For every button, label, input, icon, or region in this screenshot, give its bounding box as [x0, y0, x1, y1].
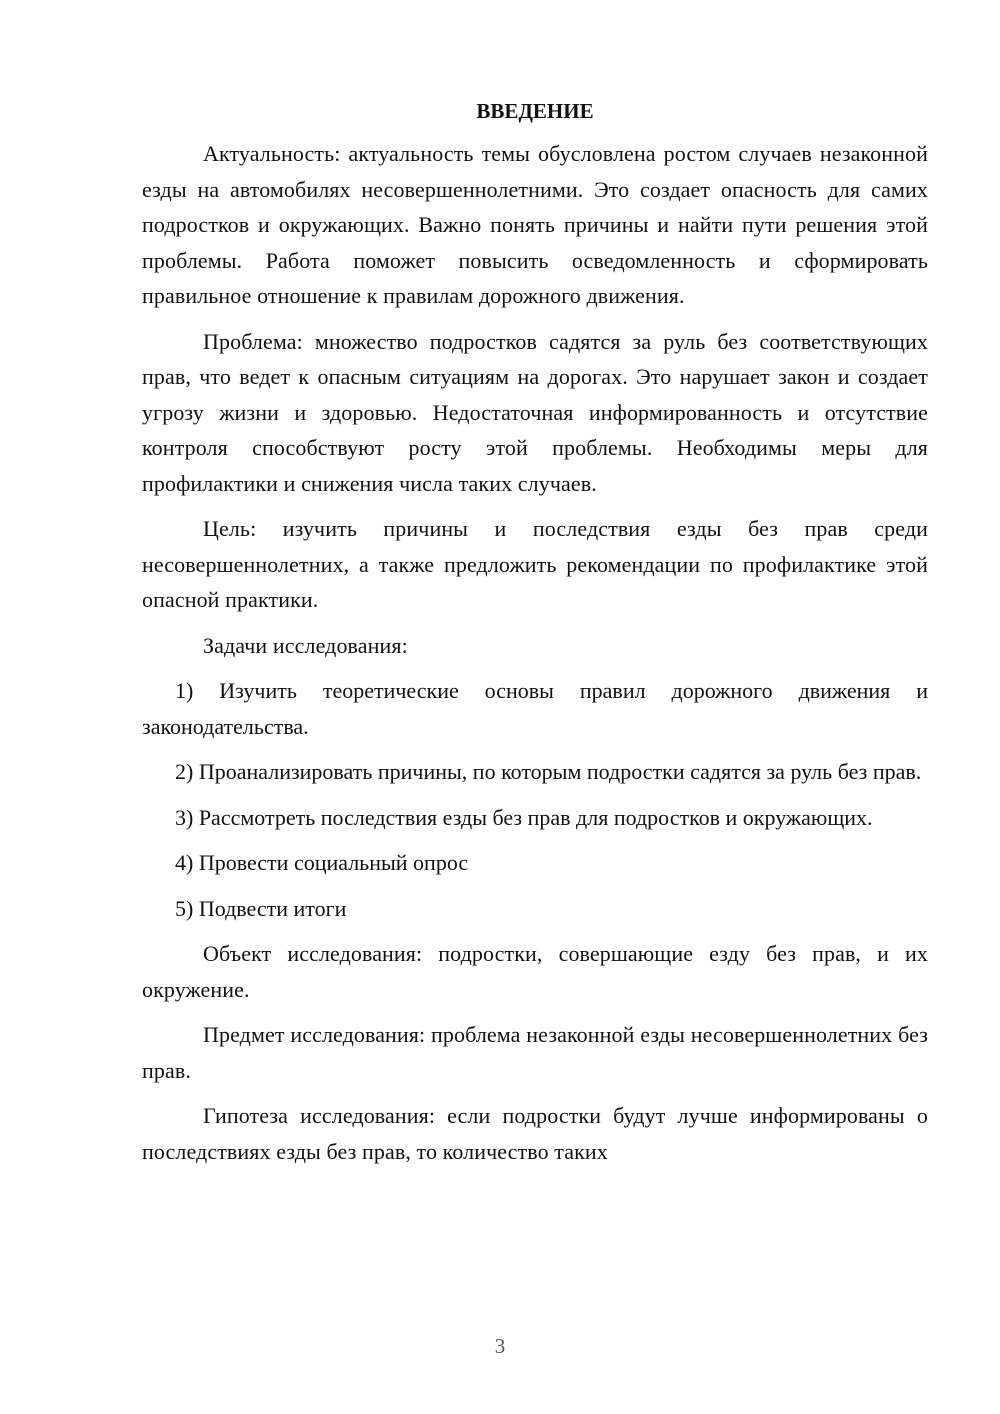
list-item-task-4: 4) Провести социальный опрос — [175, 850, 469, 875]
paragraph-subject: Предмет исследования: проблема незаконной езды несовершеннолетних без прав. — [142, 1022, 928, 1083]
list-item-task-3: 3) Рассмотреть последствия езды без прав для подростков и окружающих. — [175, 804, 873, 830]
paragraph-tasks-heading: Задачи исследования: — [203, 632, 408, 658]
list-item-task-2: 2) Проанализировать причины, по которым подростки садятся за руль без прав. — [175, 759, 922, 784]
paragraph-object: Объект исследования: подростки, совершающие езду без прав, и их окружение. — [142, 941, 928, 1002]
paragraph-problem: Проблема: множество подростков садятся за руль без соответствующих прав, что ведет к опасным ситуациям на дорогах. Это нарушает закон и создает угрозу жизни и здоровью. Недостаточная информированность и отсутствие контроля способствуют росту этой проблемы. Необходимы меры для профилактики и снижения числа таких случаев. — [142, 328, 928, 496]
paragraph-goal: Цель: изучить причины и последствия езды без прав среди несовершеннолетних, а также предложить рекомендации по профилактике этой опасной практики. — [142, 516, 928, 612]
paragraph-hypothesis: Гипотеза исследования: если подростки будут лучше информированы о последствиях езды без прав, то количество таких — [142, 1103, 928, 1164]
paragraph-relevance: Актуальность: актуальность темы обусловлена ростом случаев незаконной езды на автомобилях несовершеннолетними. Это создает опасность для самих подростков и окружающих. Важно понять причины и найти пути решения этой проблемы. Работа поможет повысить осведомленность и сформировать правильное отношение к правилам дорожного движения. — [142, 141, 928, 308]
document-page — [142, 96, 928, 1169]
list-item-task-5: 5) Подвести итоги — [175, 895, 347, 921]
page-title: ВВЕДЕНИЕ — [476, 99, 594, 123]
list-item-task-1: 1) Изучить теоретические основы правил дорожного движения и законодательства. — [142, 678, 928, 739]
page-number: 3 — [494, 1334, 506, 1358]
